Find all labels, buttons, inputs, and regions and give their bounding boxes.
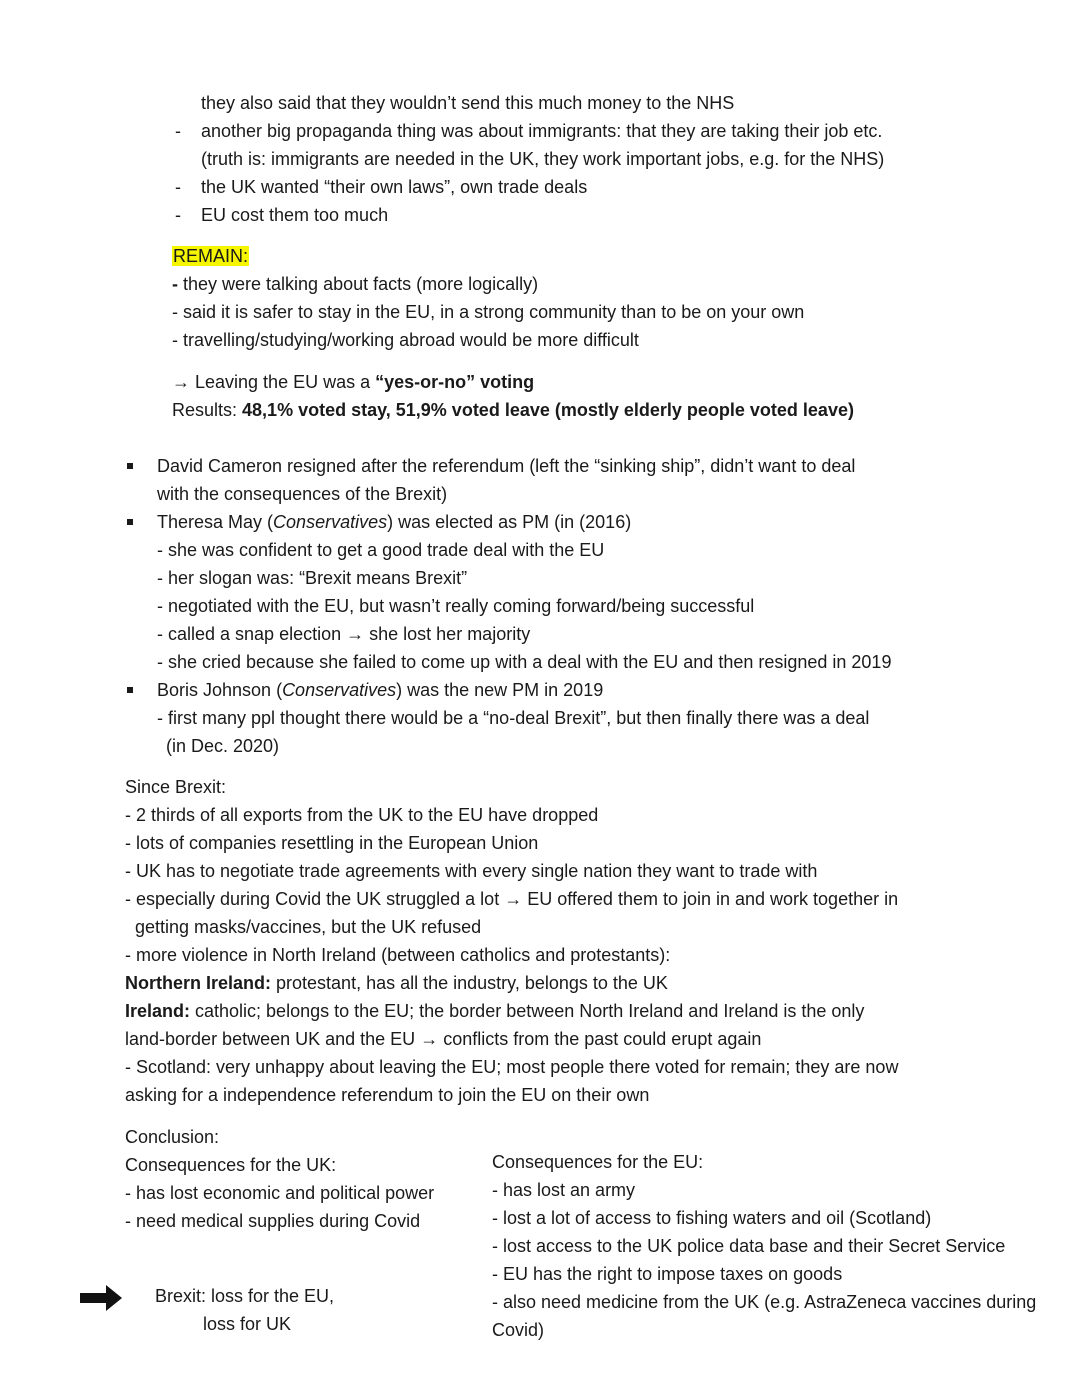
results-label: Results: [172,400,243,420]
may-suffix: ) was elected as PM (in (2016) [387,512,632,532]
may-sub-negotiated: - negotiated with the EU, but wasn’t really coming forward/being successful [157,596,755,616]
may-prefix: Theresa May ( [157,512,274,532]
ni-text: protestant, has all the industry, belongs to the UK [271,973,668,993]
dash: - [172,330,183,350]
remain-heading [172,244,249,268]
since-line-exports: - 2 thirds of all exports from the UK to the EU have dropped [125,805,599,825]
may-sub-snap [157,622,530,646]
since-line-trade: - UK has to negotiate trade agreements with every single nation they want to trade with [125,861,818,881]
eu-consequence-fishing: - lost a lot of access to fishing waters and oil (Scotland) [492,1208,932,1228]
cameron-line-1: David Cameron resigned after the referendum (left the “sinking ship”, didn’t want to deal [157,456,856,476]
eu-consequence-taxes: - EU has the right to impose taxes on goods [492,1264,843,1284]
right-arrow-icon: → [346,624,365,644]
since-line-northern-ireland [125,971,668,995]
ie-label: Ireland: [125,1001,191,1021]
may-sub-snap-a: - called a snap election [157,624,342,644]
ni-label: Northern Ireland: [125,973,272,993]
since-line-covid-b: EU offered them to join in and work together in [522,889,899,909]
dash: - [175,177,181,197]
eu-consequence-medicine: - also need medicine from the UK (e.g. AstraZeneca vaccines during [492,1292,1037,1312]
bullet-square-icon [127,463,133,469]
right-arrow-icon: → [504,889,523,909]
eu-consequence-army: - has lost an army [492,1180,636,1200]
johnson-suffix: ) was the new PM in 2019 [396,680,604,700]
since-line-covid [125,887,898,911]
since-line-covid-a: - especially during Covid the UK struggled a lot [125,889,500,909]
since-line-ireland [125,999,864,1023]
johnson-line [157,678,603,702]
leave-line-cost: EU cost them too much [201,205,389,225]
remain-line-facts-text: they were talking about facts (more logically) [183,274,539,294]
bold-right-arrow-icon [80,1285,122,1311]
dash: - [172,302,183,322]
dash-bold: - [172,274,183,294]
uk-consequence-medical: - need medical supplies during Covid [125,1211,421,1231]
leave-line-truth: (truth is: immigrants are needed in the UK, they work important jobs, e.g. for the NHS) [201,149,885,169]
johnson-prefix: Boris Johnson ( [157,680,283,700]
results-line [172,398,854,422]
since-line-violence: - more violence in North Ireland (between catholics and protestants): [125,945,671,965]
eu-consequence-covid: Covid) [492,1320,545,1340]
since-line-border-a: land-border between UK and the EU [125,1029,416,1049]
vote-line [172,370,534,394]
dash: - [175,121,181,141]
vote-text-bold: “yes-or-no” voting [375,372,535,392]
johnson-party: Conservatives [282,680,397,700]
uk-consequence-power: - has lost economic and political power [125,1183,435,1203]
may-line [157,510,631,534]
johnson-sub-nodeal: - first many ppl thought there would be a “no-deal Brexit”, but then finally there was a deal [157,708,870,728]
may-sub-snap-b: she lost her majority [364,624,531,644]
eu-consequences-title: Consequences for the EU: [492,1152,704,1172]
vote-text: Leaving the EU was a [190,372,376,392]
may-sub-confident: - she was confident to get a good trade deal with the EU [157,540,605,560]
johnson-sub-date: (in Dec. 2020) [166,736,280,756]
since-line-border-b: conflicts from the past could erupt again [438,1029,762,1049]
remain-line-travel [172,328,639,352]
uk-consequences-title: Consequences for the UK: [125,1155,337,1175]
leave-line-immigrants: another big propaganda thing was about immigrants: that they are taking their job etc. [201,121,883,141]
bullet-square-icon [127,687,133,693]
since-line-companies: - lots of companies resettling in the European Union [125,833,539,853]
results-value: 48,1% voted stay, 51,9% voted leave (mostly elderly people voted leave) [242,400,854,420]
remain-line-safer-text: said it is safer to stay in the EU, in a strong community than to be on your own [183,302,805,322]
conclusion-heading: Conclusion: [125,1127,220,1147]
eu-consequence-police: - lost access to the UK police data base and their Secret Service [492,1236,1006,1256]
ie-text: catholic; belongs to the EU; the border between North Ireland and Ireland is the only [190,1001,865,1021]
cameron-line-2: with the consequences of the Brexit) [157,484,448,504]
right-arrow-icon: → [172,372,190,392]
since-line-scotland: - Scotland: very unhappy about leaving the EU; most people there voted for remain; they are now [125,1057,899,1077]
may-sub-cried: - she cried because she failed to come up with a deal with the EU and then resigned in 2019 [157,652,892,672]
may-sub-slogan: - her slogan was: “Brexit means Brexit” [157,568,468,588]
dash: - [175,205,181,225]
leave-line-laws: the UK wanted “their own laws”, own trade deals [201,177,588,197]
bullet-square-icon [127,519,133,525]
leave-line-nhs: they also said that they wouldn’t send this much money to the NHS [201,93,735,113]
remain-line-safer [172,300,804,324]
since-line-masks: getting masks/vaccines, but the UK refused [135,917,482,937]
remain-line-facts [172,272,538,296]
remain-line-travel-text: travelling/studying/working abroad would be more difficult [183,330,639,350]
remain-heading-text: REMAIN: [173,246,249,266]
summary-line-2: loss for UK [203,1314,292,1334]
summary-line-1: Brexit: loss for the EU, [155,1286,335,1306]
right-arrow-icon: → [420,1029,439,1049]
may-party: Conservatives [273,512,388,532]
since-line-referendum: asking for a independence referendum to join the EU on their own [125,1085,650,1105]
since-line-border [125,1027,761,1051]
since-brexit-heading: Since Brexit: [125,777,227,797]
